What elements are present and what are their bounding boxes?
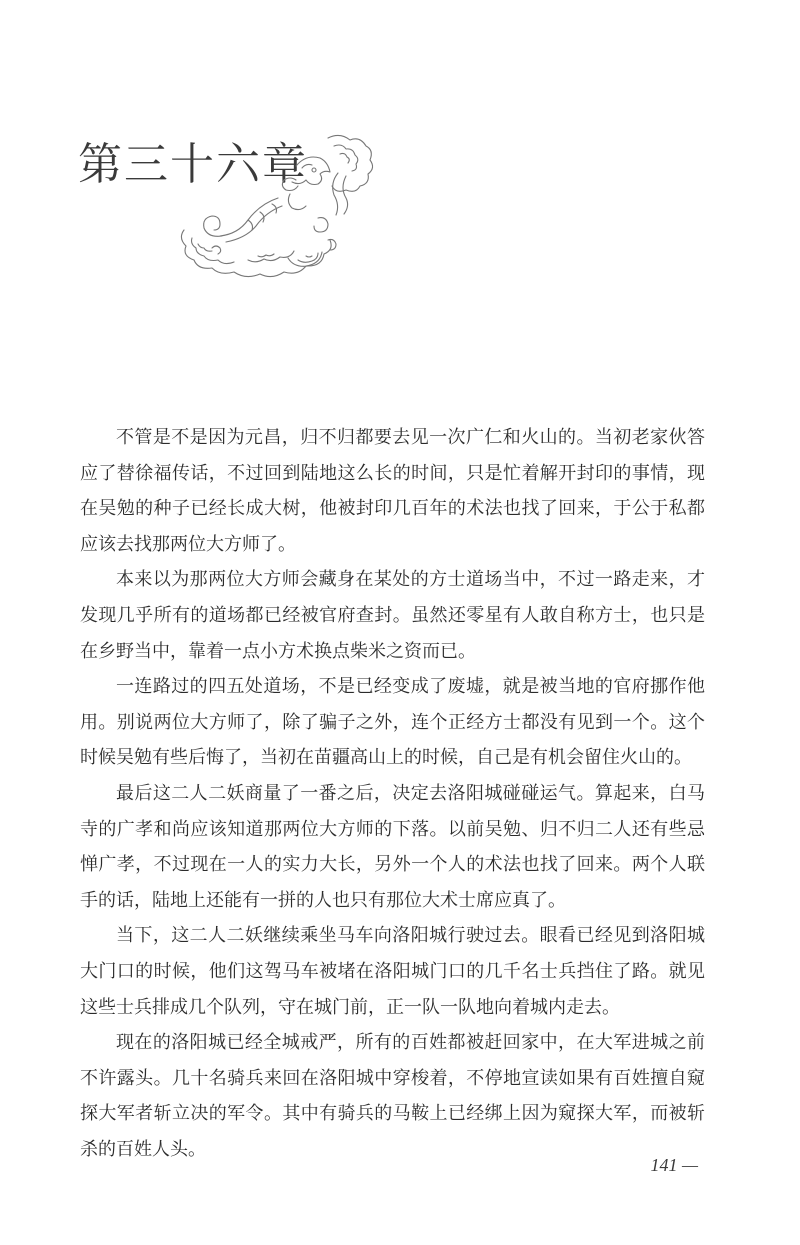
paragraph: 最后这二人二妖商量了一番之后，决定去洛阳城碰碰运气。算起来，白马寺的广孝和尚应该知道那两位大方师的下落。以前吴勉、归不归二人还有些忌惮广孝，不过现在一人的实力大长，另外一个人的术法也找了回来。两个人联手的话，陆地上还能有一拼的人也只有那位大术士席应真了。 bbox=[80, 782, 705, 911]
paragraph: 一连路过的四五处道场，不是已经变成了废墟，就是被当地的官府挪作他用。别说两位大方师了，除了骗子之外，连个正经方士都没有见到一个。这个时候吴勉有些后悔了，当初在苗疆高山上的时候，自己是有机会留住火山的。 bbox=[80, 676, 705, 769]
paragraph: 现在的洛阳城已经全城戒严，所有的百姓都被赶回家中，在大军进城之前不许露头。几十名骑兵来回在洛阳城中穿梭着，不停地宣读如果有百姓擅自窥探大军者斩立决的军令。其中有骑兵的马鞍上已经绑上因为窥探大军，而被斩杀的百姓人头。 bbox=[80, 1032, 705, 1160]
paragraph: 当下，这二人二妖继续乘坐马车向洛阳城行驶过去。眼看已经见到洛阳城大门口的时候，他们这驾马车被堵在洛阳城门口的几千名士兵挡住了路。就见这些士兵排成几个队列，守在城门前，正一队一队地向着城内走去。 bbox=[80, 925, 705, 1018]
page-number: 141 — bbox=[650, 1155, 698, 1175]
cloud-dragon-ornament-icon bbox=[178, 128, 378, 288]
paragraph: 本来以为那两位大方师会藏身在某处的方士道场当中，不过一路走来，才发现几乎所有的道场都已经被官府查封。虽然还零星有人敢自称方士，也只是在乡野当中，靠着一点小方术换点柴米之资而已。 bbox=[80, 569, 705, 662]
paragraph: 不管是不是因为元昌，归不归都要去见一次广仁和火山的。当初老家伙答应了替徐福传话，不过回到陆地这么长的时间，只是忙着解开封印的事情，现在吴勉的种子已经长成大树，他被封印几百年的术法也找了回来，于公于私都应该去找那两位大方师了。 bbox=[80, 427, 705, 555]
chapter-title: 第三十六章 bbox=[78, 139, 308, 190]
body-text bbox=[80, 420, 705, 1167]
